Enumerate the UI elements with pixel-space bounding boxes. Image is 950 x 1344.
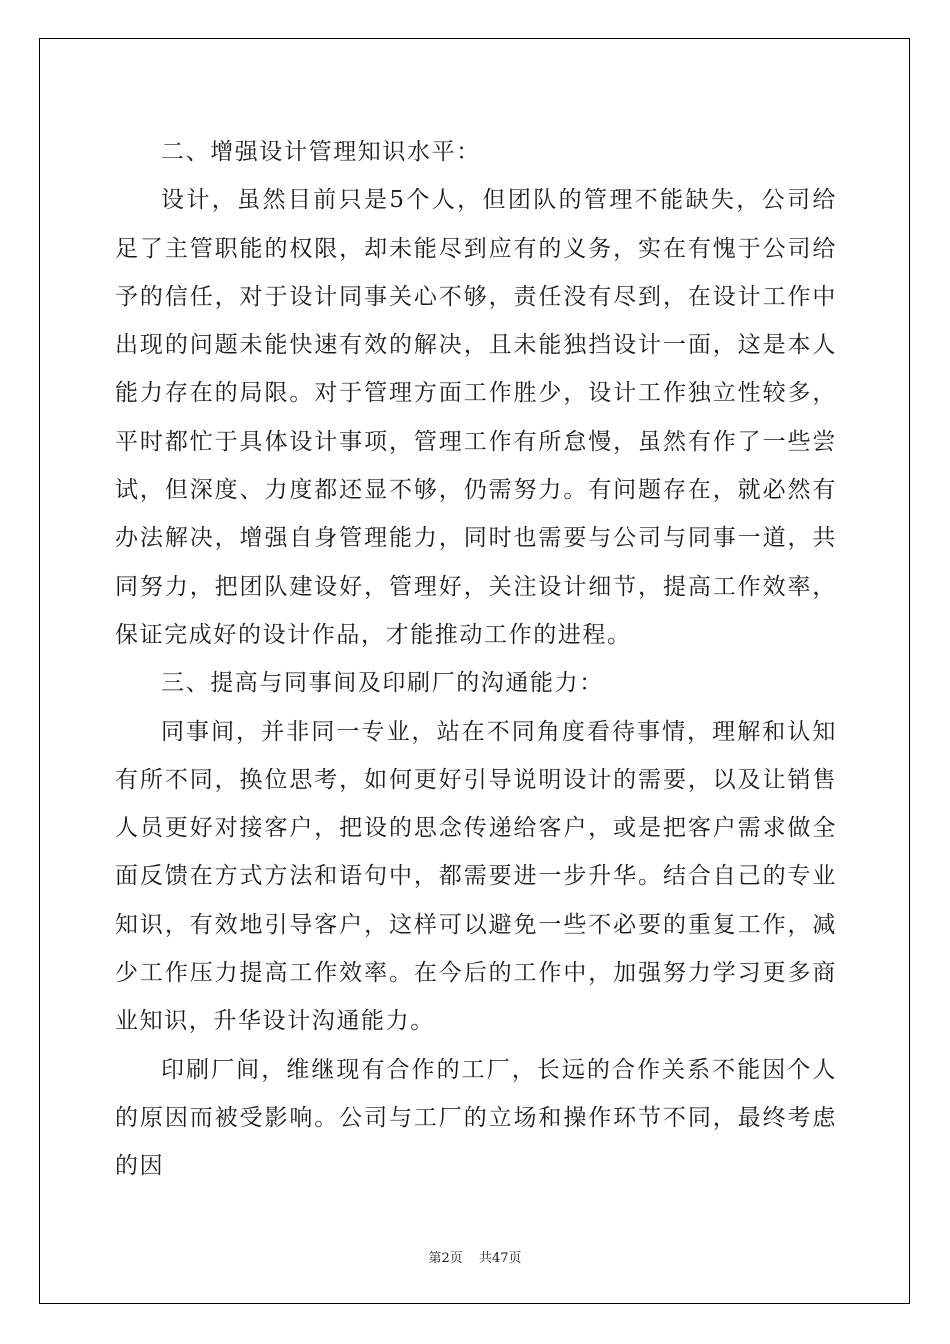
paragraph-colleague-communication: 同事间，并非同一专业，站在不同角度看待事情，理解和认知有所不同，换位思考，如何更好引导说明设计的需要，以及让销售人员更好对接客户，把设的思念传递给客户，或是把客户需求做全面反馈在方式方法和语句中，都需要进一步升华。结合自己的专业知识，有效地引导客户，这样可以避免一些不必要的重复工作，减少工作压力提高工作效率。在今后的工作中，加强努力学习更多商业知识，升华设计沟通能力。 [115, 718, 837, 1035]
page-footer [0, 1247, 950, 1266]
paragraph-printing-factory: 印刷厂间，维继现有合作的工厂，长远的合作关系不能因个人的原因而被受影响。公司与工厂的立场和操作环节不同，最终考虑的因 [115, 1056, 837, 1180]
page-number: 第2页 [428, 1251, 463, 1266]
page-total: 共47页 [478, 1251, 522, 1266]
document-body [115, 128, 837, 1191]
section-heading-management: 二、增强设计管理知识水平： [161, 139, 481, 165]
paragraph-design-management: 设计，虽然目前只是5个人，但团队的管理不能缺失，公司给足了主管职能的权限，却未能尽到应有的义务，实在有愧于公司给予的信任，对于设计同事关心不够，责任没有尽到，在设计工作中出现的问题未能快速有效的解决，且未能独挡设计一面，这是本人能力存在的局限。对于管理方面工作胜少，设计工作独立性较多，平时都忙于具体设计事项，管理工作有所怠慢，虽然有作了一些尝试，但深度、力度都还显不够，仍需努力。有问题存在，就必然有办法解决，增强自身管理能力，同时也需要与公司与同事一道，共同努力，把团队建设好，管理好，关注设计细节，提高工作效率，保证完成好的设计作品，才能推动工作的进程。 [115, 187, 837, 648]
section-heading-communication: 三、提高与同事间及印刷厂的沟通能力： [161, 670, 604, 697]
